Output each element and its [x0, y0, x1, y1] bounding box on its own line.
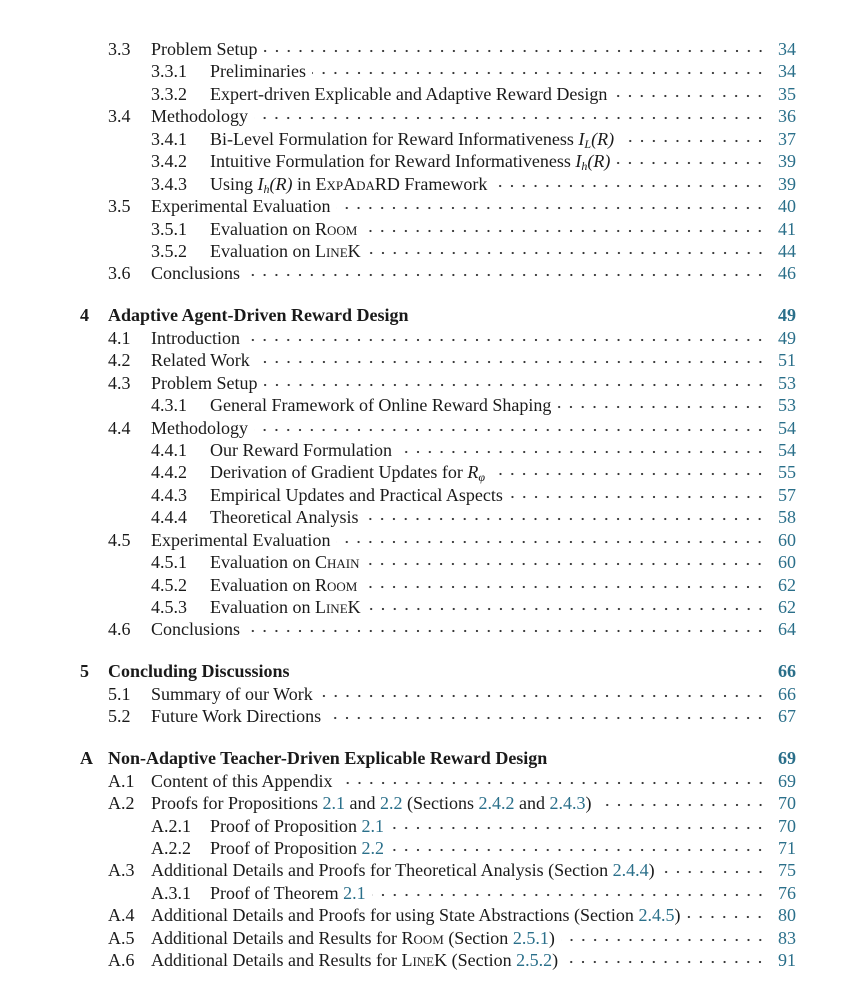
page-number-link[interactable]: 34 [778, 61, 796, 82]
toc-entry-section[interactable] [80, 949, 796, 971]
title-text: Bi-Level Formulation for Reward Informativeness [210, 128, 579, 149]
title-text: Intuitive Formulation for Reward Informativeness [210, 151, 576, 172]
toc-entry-subsection[interactable] [80, 128, 796, 150]
page-number-link[interactable]: 58 [778, 507, 796, 528]
entry-number: A.3 [108, 860, 135, 881]
title-text: Empirical Updates and Practical Aspects [210, 484, 503, 505]
cross-reference-link[interactable]: 2.4.4 [612, 860, 649, 881]
title-text: LineK [314, 240, 361, 261]
entry-number: 3.4.3 [151, 173, 187, 194]
toc-entry-subsection[interactable] [80, 173, 796, 195]
dot-leader [339, 779, 767, 787]
title-text: Proof of Proposition [210, 815, 362, 836]
title-text: ) [585, 793, 592, 814]
title-text: Our Reward Formulation [210, 439, 392, 460]
math-symbol: R [467, 462, 479, 483]
entry-number: 4.2 [108, 350, 131, 371]
dot-leader [364, 515, 766, 523]
dot-leader [493, 182, 766, 190]
page-number-link[interactable]: 60 [778, 529, 796, 550]
title-text: ExpAdaRD [315, 173, 400, 194]
page-number-link[interactable]: 60 [778, 552, 796, 573]
title-text: Proofs for Propositions [151, 793, 323, 814]
toc-entry-subsection[interactable] [80, 596, 796, 618]
entry-title[interactable] [210, 240, 361, 262]
entry-number: 4.3.1 [151, 395, 187, 416]
entry-title[interactable] [151, 195, 330, 217]
dot-leader [561, 936, 766, 944]
page-number-link[interactable]: 39 [778, 173, 796, 194]
toc-entry-subsection[interactable] [80, 218, 796, 240]
dot-leader [661, 868, 766, 876]
dot-leader [254, 426, 766, 434]
entry-title[interactable] [210, 484, 503, 506]
entry-title[interactable] [151, 262, 240, 284]
title-text: Problem Setup [151, 372, 258, 393]
entry-number: 3.4.2 [151, 151, 187, 172]
title-text: Chain [314, 552, 360, 573]
title-text: Using [210, 173, 258, 194]
page-number-link[interactable]: 53 [778, 395, 796, 416]
entry-title[interactable] [151, 705, 321, 727]
entry-number: 4.4.3 [151, 484, 187, 505]
title-text: Non-Adaptive Teacher-Driven Explicable Reward Design [108, 748, 548, 769]
entry-title[interactable] [151, 683, 313, 705]
entry-title[interactable] [108, 660, 290, 682]
title-text: Conclusions [151, 619, 241, 640]
entry-number: 3.5.2 [151, 240, 187, 261]
entry-number: 3.5.1 [151, 218, 187, 239]
entry-title[interactable] [210, 394, 551, 416]
page-number-link[interactable]: 55 [778, 462, 796, 483]
page-number-link[interactable]: 75 [778, 860, 796, 881]
title-text: Additional Details and Results for [151, 950, 402, 971]
title-text: Methodology [151, 106, 248, 127]
title-text: Room [401, 927, 444, 948]
entry-number: 4.4 [108, 417, 131, 438]
toc-entry-section[interactable] [80, 904, 796, 926]
title-text: Additional Details and Results for [151, 927, 402, 948]
title-text: (Sections [402, 793, 479, 814]
title-text: Evaluation on [210, 574, 315, 595]
entry-number: 4.4.2 [151, 462, 187, 483]
entry-number: 5 [80, 661, 89, 682]
entry-title[interactable] [151, 327, 240, 349]
math-symbol: (R) [269, 173, 293, 194]
page-number-link[interactable]: 69 [778, 748, 796, 769]
page-number-link[interactable]: 80 [778, 905, 796, 926]
title-text: ) [548, 927, 555, 948]
title-text: General Framework of Online Reward Shaping [210, 395, 552, 416]
page-number-link[interactable]: 36 [778, 106, 796, 127]
title-text: Evaluation on [210, 240, 315, 261]
math-symbol: h [263, 181, 270, 196]
title-text: in [292, 173, 316, 194]
entry-number: A.2 [108, 793, 135, 814]
title-text: and [514, 793, 550, 814]
toc-entry-section[interactable] [80, 529, 796, 551]
toc-entry-section[interactable] [80, 770, 796, 792]
page-number-link[interactable]: 64 [778, 619, 796, 640]
entry-number: 5.2 [108, 706, 131, 727]
title-text: Additional Details and Proofs for using State Abstractions (Section [151, 905, 639, 926]
page-number-link[interactable]: 39 [778, 151, 796, 172]
cross-reference-link[interactable]: 2.5.2 [516, 950, 553, 971]
entry-title[interactable] [151, 529, 330, 551]
cross-reference-link[interactable]: 2.1 [322, 793, 346, 814]
dot-leader [553, 756, 766, 764]
title-text: ) [648, 860, 655, 881]
cross-reference-link[interactable]: 2.1 [361, 815, 385, 836]
entry-number: 4.5.2 [151, 574, 187, 595]
entry-title[interactable] [151, 417, 248, 439]
entry-title[interactable] [151, 105, 248, 127]
title-text: Problem Setup [151, 39, 258, 59]
toc-entry-subsection[interactable] [80, 506, 796, 528]
entry-number: A.5 [108, 927, 135, 948]
entry-title[interactable] [151, 904, 680, 926]
page-number-link[interactable]: 54 [778, 417, 796, 438]
title-text: Additional Details and Proofs for Theoretical Analysis (Section [151, 860, 613, 881]
toc-entry-subsection[interactable] [80, 150, 796, 172]
toc-entry-section[interactable] [80, 417, 796, 439]
page-number-link[interactable]: 54 [778, 439, 796, 460]
title-text: Derivation of Gradient Updates for [210, 462, 468, 483]
dot-leader [414, 313, 766, 321]
dot-leader [246, 271, 766, 279]
math-symbol: (R) [591, 128, 615, 149]
page-number-link[interactable]: 70 [778, 815, 796, 836]
dot-leader [327, 714, 766, 722]
title-text: Related Work [151, 350, 250, 371]
dot-leader [509, 493, 766, 501]
entry-number: 3.4 [108, 106, 131, 127]
page-number-link[interactable]: 34 [778, 39, 796, 59]
entry-title[interactable] [151, 38, 258, 60]
dot-leader [319, 692, 766, 700]
entry-title[interactable] [210, 439, 392, 461]
page-number-link[interactable]: 41 [778, 218, 796, 239]
dot-leader [254, 114, 766, 122]
dot-leader [246, 336, 766, 344]
entry-number: 3.3.2 [151, 83, 187, 104]
toc-entry-subsection[interactable] [80, 461, 796, 483]
dot-leader [491, 470, 766, 478]
dot-leader [336, 538, 766, 546]
dot-leader [312, 69, 766, 77]
title-text: Room [314, 574, 358, 595]
math-symbol: φ [478, 470, 486, 485]
page-number-link[interactable]: 49 [778, 327, 796, 348]
entry-number: 4 [80, 305, 89, 326]
title-text: Experimental Evaluation [151, 196, 331, 217]
page-number-link[interactable]: 57 [778, 484, 796, 505]
title-text: Content of this Appendix [151, 770, 333, 791]
dot-leader [264, 47, 767, 55]
entry-title[interactable] [151, 859, 655, 881]
cross-reference-link[interactable]: 2.5.1 [512, 927, 549, 948]
dot-leader [564, 958, 766, 966]
dot-leader [363, 583, 766, 591]
entry-title[interactable] [210, 837, 384, 859]
entry-title[interactable] [210, 574, 357, 596]
dot-leader [616, 159, 766, 167]
title-text: (Section [443, 927, 513, 948]
toc-entry-subsection[interactable] [80, 815, 796, 837]
entry-title[interactable] [210, 60, 306, 82]
page-number-link[interactable]: 83 [778, 927, 796, 948]
cross-reference-link[interactable]: 2.2 [361, 837, 385, 858]
cross-reference-link[interactable]: 2.1 [343, 882, 366, 903]
title-text: Evaluation on [210, 552, 315, 573]
toc-entry-section[interactable] [80, 327, 796, 349]
cross-reference-link[interactable]: 2.4.3 [549, 793, 586, 814]
dot-leader [363, 227, 766, 235]
dot-leader [686, 913, 766, 921]
entry-number: 4.5 [108, 529, 131, 550]
entry-title[interactable] [151, 618, 240, 640]
title-text: Evaluation on [210, 218, 315, 239]
entry-number: 4.6 [108, 619, 131, 640]
title-text: Introduction [151, 327, 240, 348]
cross-reference-link[interactable]: 2.4.5 [638, 905, 675, 926]
toc-entry-subsection[interactable] [80, 439, 796, 461]
entry-title[interactable] [151, 349, 250, 371]
math-symbol: L [584, 136, 592, 151]
dot-leader [367, 249, 766, 257]
title-text: Framework [399, 173, 488, 194]
toc-entry-subsection[interactable] [80, 551, 796, 573]
title-text: ) [674, 905, 681, 926]
entry-number: 3.4.1 [151, 128, 187, 149]
title-text: Room [314, 218, 358, 239]
entry-number: 4.5.1 [151, 552, 187, 573]
toc-entry-subsection[interactable] [80, 83, 796, 105]
entry-number: A.4 [108, 905, 135, 926]
entry-title[interactable] [210, 882, 366, 904]
title-text: Theoretical Analysis [210, 507, 359, 528]
dot-leader [390, 824, 766, 832]
title-text: Proof of Theorem [210, 882, 344, 903]
page-number-link[interactable]: 62 [778, 574, 796, 595]
entry-title[interactable] [151, 372, 258, 394]
toc-entry-section[interactable] [80, 105, 796, 127]
toc-entry-subsection[interactable] [80, 574, 796, 596]
entry-number: A.2.2 [151, 837, 191, 858]
dot-leader [398, 448, 766, 456]
entry-number: 3.3 [108, 39, 131, 59]
entry-title[interactable] [210, 815, 384, 837]
math-symbol: h [581, 159, 588, 174]
math-symbol: I [575, 151, 582, 172]
toc-entry-chapter[interactable] [80, 304, 796, 326]
toc-entry-subsection[interactable] [80, 484, 796, 506]
toc-entry-subsection[interactable] [80, 882, 796, 904]
page-number-link[interactable]: 53 [778, 372, 796, 393]
entry-number: 4.1 [108, 327, 131, 348]
entry-number: 5.1 [108, 683, 131, 704]
entry-number: 4.5.3 [151, 597, 187, 617]
toc-entry-section[interactable] [80, 683, 796, 705]
entry-title[interactable] [151, 927, 555, 949]
title-text: Future Work Directions [151, 706, 322, 727]
entry-title[interactable] [210, 551, 359, 573]
title-text: Summary of our Work [151, 683, 313, 704]
page-number-link[interactable]: 46 [778, 263, 796, 284]
dot-leader [372, 891, 766, 899]
page-number-link[interactable]: 62 [778, 597, 796, 617]
math-symbol: I [257, 173, 264, 194]
page-number-link[interactable]: 37 [778, 128, 796, 149]
dot-leader [365, 560, 766, 568]
page-number-link[interactable]: 44 [778, 240, 796, 261]
toc-entry-chapter[interactable] [80, 660, 796, 682]
title-text: Concluding Discussions [108, 661, 290, 682]
cross-reference-link[interactable]: 2.2 [380, 793, 403, 814]
title-text: Expert-driven Explicable and Adaptive Reward Design [210, 83, 608, 104]
dot-leader [336, 204, 766, 212]
title-text: Proof of Proposition [210, 837, 362, 858]
title-text: ) [552, 950, 559, 971]
entry-number: 3.3.1 [151, 61, 187, 82]
entry-number: A.1 [108, 770, 135, 791]
toc-entry-section[interactable] [80, 38, 796, 60]
title-text: (Section [447, 950, 517, 971]
page-number-link[interactable]: 51 [778, 350, 796, 371]
math-symbol: (R) [587, 151, 611, 172]
entry-title[interactable] [108, 304, 408, 326]
toc-entry-section[interactable] [80, 705, 796, 727]
math-symbol: I [578, 128, 585, 149]
toc-entry-section[interactable] [80, 262, 796, 284]
entry-title[interactable] [210, 218, 357, 240]
toc-entry-subsection[interactable] [80, 240, 796, 262]
entry-number: 4.4.1 [151, 439, 187, 460]
title-text: Adaptive Agent-Driven Reward Design [108, 305, 409, 326]
toc-entry-section[interactable] [80, 349, 796, 371]
toc-entry-section[interactable] [80, 927, 796, 949]
entry-title[interactable] [108, 747, 547, 769]
title-text: and [345, 793, 381, 814]
page-number-link[interactable]: 67 [778, 706, 796, 727]
page-number-link[interactable]: 71 [778, 837, 796, 858]
toc-entry-chapter[interactable] [80, 747, 796, 769]
title-text: Experimental Evaluation [151, 529, 331, 550]
title-text: Preliminaries [210, 61, 306, 82]
page-number-link[interactable]: 35 [778, 83, 796, 104]
entry-number: 3.5 [108, 196, 131, 217]
dot-leader [620, 137, 766, 145]
page-number-link[interactable]: 49 [778, 305, 796, 326]
dot-leader [296, 669, 766, 677]
entry-title[interactable] [210, 506, 358, 528]
title-text: Methodology [151, 417, 248, 438]
dot-leader [256, 358, 766, 366]
toc-entry-section[interactable] [80, 618, 796, 640]
title-text: Evaluation on [210, 597, 315, 617]
dot-leader [598, 801, 766, 809]
page-number-link[interactable]: 91 [778, 950, 796, 971]
table-of-contents [80, 38, 796, 972]
entry-title[interactable] [151, 770, 333, 792]
dot-leader [367, 605, 766, 613]
title-text: Conclusions [151, 263, 241, 284]
toc-entry-section[interactable] [80, 372, 796, 394]
toc-entry-subsection[interactable] [80, 60, 796, 82]
cross-reference-link[interactable]: 2.4.2 [478, 793, 515, 814]
entry-number: A.3.1 [151, 882, 191, 903]
toc-entry-section[interactable] [80, 792, 796, 814]
entry-number: A.6 [108, 950, 135, 971]
page-number-link[interactable]: 40 [778, 196, 796, 217]
page-number-link[interactable]: 66 [778, 661, 796, 682]
page-number-link[interactable]: 76 [778, 882, 796, 903]
title-text: LineK [314, 597, 361, 617]
entry-number: 4.4.4 [151, 507, 187, 528]
toc-entry-section[interactable] [80, 859, 796, 881]
entry-title[interactable] [151, 792, 592, 814]
entry-title[interactable] [151, 949, 558, 971]
toc-entry-subsection[interactable] [80, 394, 796, 416]
entry-title[interactable] [210, 83, 607, 105]
page-number-link[interactable]: 70 [778, 793, 796, 814]
dot-leader [264, 381, 767, 389]
dot-leader [613, 92, 766, 100]
dot-leader [557, 403, 766, 411]
page-number-link[interactable]: 69 [778, 770, 796, 791]
dot-leader [246, 627, 766, 635]
entry-number: A.2.1 [151, 815, 191, 836]
title-text: LineK [401, 950, 448, 971]
dot-leader [390, 846, 766, 854]
entry-number: 4.3 [108, 372, 131, 393]
page-number-link[interactable]: 66 [778, 683, 796, 704]
entry-number: A [80, 748, 93, 769]
toc-entry-subsection[interactable] [80, 837, 796, 859]
entry-title[interactable] [210, 596, 361, 618]
entry-number: 3.6 [108, 263, 131, 284]
